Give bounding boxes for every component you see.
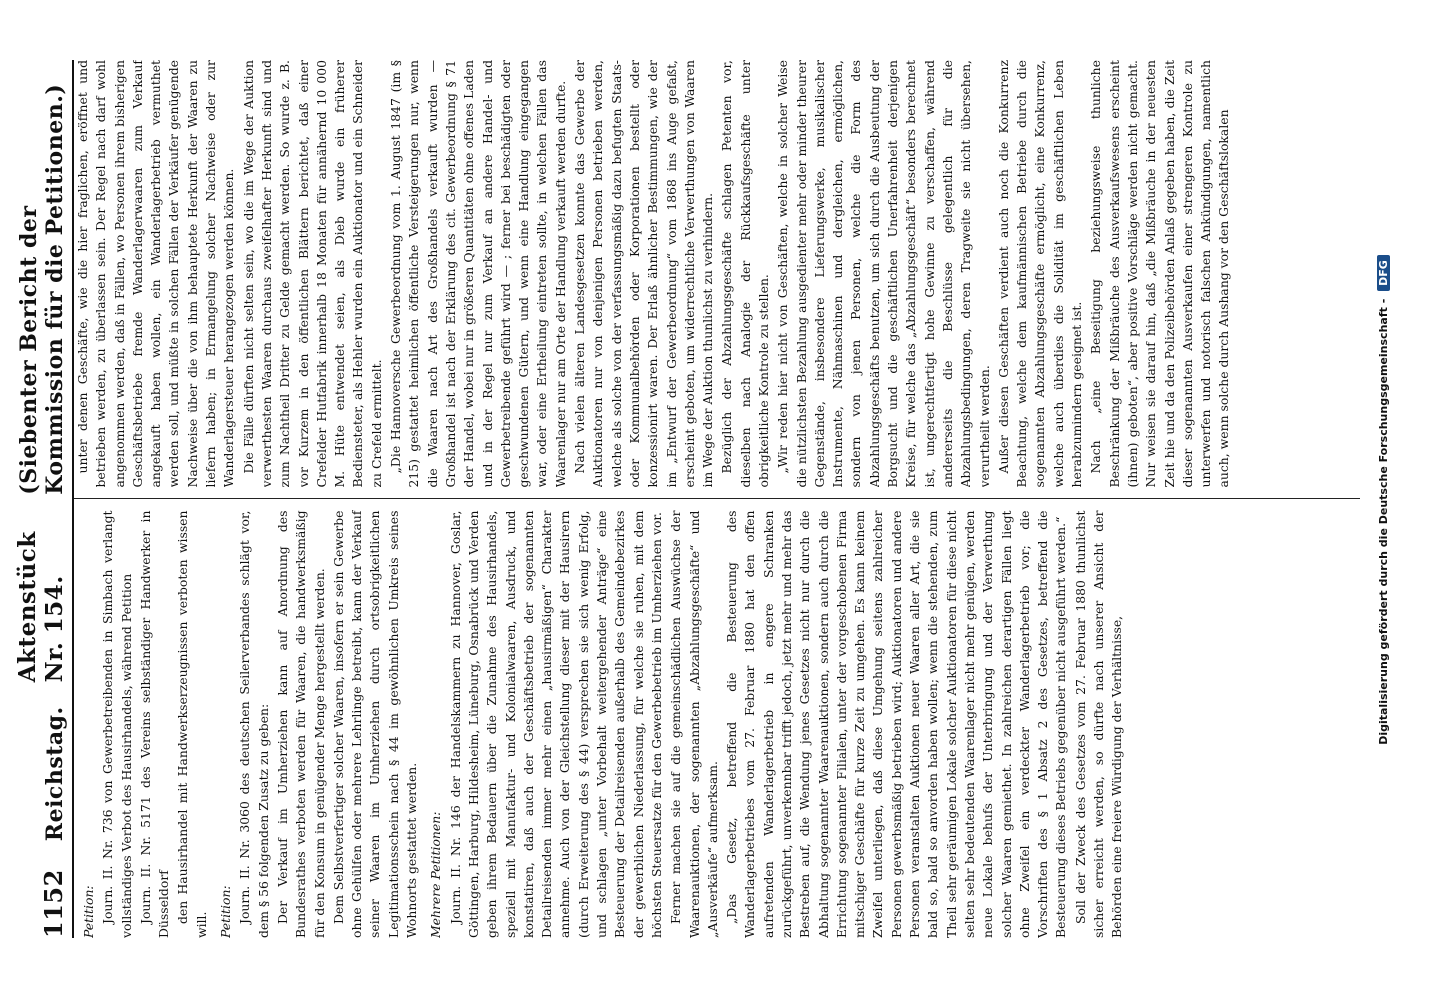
page-header <box>14 60 74 938</box>
paragraph: „Die Hannoversche Gewerbeordnung vom 1. August 1847 (im § 215) gestattet heimlichen öffentliche Versteigerungen nur, wenn die Waaren nach Art des Großhandels verkauft wurden — Großhandel ist nach der Erklärung des cit. Gewerbeordnung § 71 der Handel, wobei nur in größeren Quantitäten ohne offenes Laden und in der Regel nur zum Verkauf an andere Handel- und Gewerbetreibende geführt wird — ; ferner bei beschädigten oder geschwundenen Gütern, und wenn eine Handlung eingegangen war, oder eine Ertheilung eintreten sollte, in welchen Fällen das Waarenlager nur am Orte der Handlung verkauft werden durfte. <box>388 60 568 488</box>
column-divider <box>74 499 1360 500</box>
page-number: 1152 <box>39 869 68 938</box>
paragraph: Nach „eine Beseitigung beziehungsweise thunliche Beschränkung der Mißbräuche des Ausverkaufswesens erscheint (ihnen) geboten“, aber positive Vorschläge werden nicht gemacht. Nur weisen sie darauf hin, daß „die Mißbräuche in der neuesten Zeit hie und da den Polizeibehörden Anlaß gegeben haben, die Zeit dieser sogenannten Ausverkaufen einer strengeren Kontrole zu unterwerfen und notorisch falschen Ankündigungen, namentlich auch, wenn solche durch Aushang vor den Geschäftslokalen <box>1088 60 1232 488</box>
paragraph: Ferner machen sie auf die gemeinschädlichen Auswüchse der Waarenauktionen, der sogenannten „Abzahlungsgeschäfte“ und „Ausverkäufe“ aufmerksam. <box>668 510 720 938</box>
section-heading: Petition: <box>218 885 234 938</box>
paragraph: „Das Gesetz, betreffend die Besteuerung des Wanderlagerbetriebes vom 27. Februar 1880 hat den offen aufretenden Wanderlagerbetrieb in engere Schranken zurückgeführt, unverkennbar trifft jedoch, jetzt mehr und mehr das Bestreben auf, die Wendung jenes Gesetzes nicht nur durch die Abhaltung sogenannter Waarenauktionen, sondern auch durch die Errichtung sogenannter Filialen, unter der vorgeschobenen Firma mitschiger Geschäfte für kurze Zeit zu umgehen. Es kann keinem Zweifel unterliegen, daß diese Umgehung seitens zahlreicher Personen gewerbsmäßig betrieben wird; Auktionatoren und andere Personen veranstalten Auktionen neuer Waaren aller Art, die sie bald so, bald so anvorden haben wollen; wenn die stehenden, zum Theil sehr geräumigen Lokale solcher Auktionatoren für diese nicht selten sehr bedeutenden Waarenlager nicht mehr genügen, werden neue Lokale behufs der Unterbringung und der Verwerthung solcher Waaren gemiethet. In zahlreichen derartigen Fällen liegt ohne Zweifel ein verdeckter Wanderlagerbetrieb vor; die Vorschriften des § 1 Absatz 2 des Gesetzes, betreffend die Besteuerung dieses Betriebs gegenüber nicht ausgeführt werden.“ <box>724 510 1069 938</box>
paragraph: Journ. II. Nr. 736 von Gewerbetreibenden in Simbach verlangt vollständiges Verbot des Hausirhandels, während Petition <box>100 510 134 938</box>
dfg-logo: DFG <box>1377 255 1390 291</box>
paragraph: unter denen Geschäfte, wie die hier fraglichen, eröffnet und betrieben werden, zu überlassen sein. Der Regel nach darf wohl angenommen werden, daß in Fällen, wo Personen ihrem bisherigen Geschäftsbetriebe fremde Wanderlagerwaaren zum Verkauf angekauft haben wollen, ein Wanderlagerbetrieb vermuthet werden soll, und müßte in solchen Fällen der Verkäufer genügende Nachweise über die von ihm behauptete Herkunft der Waaren zu liefern haben; in Ermangelung solcher Nachweise oder zur Wanderlagersteuer herangezogen werden können. <box>75 60 237 488</box>
paragraph: Nach vielen älteren Landesgesetzen konnte das Gewerbe der Auktionatoren nur von denjenigen Personen betrieben werden, welche als solche von der verfassungsmäßig dazu befugten Staats- oder Kommunalbehörden oder Korporationen bestellt oder konzessionirt waren. Der Erlaß ähnlicher Bestimmungen, wie der im „Entwurf der Gewerbeordnung“ vom 1868 ins Auge gefaßt, erscheint geboten, um widerrechtliche Verwerthungen von Waaren im Wege der Auktion thunlichst zu verhindern. <box>572 60 716 488</box>
digitization-note: Digitalisierung gefördert durch die Deutsche Forschungsgemeinschaft - <box>1377 298 1390 745</box>
document-label: Aktenstück Nr. 154. <box>14 531 68 683</box>
paragraph: Journ. II. Nr. 146 der Handelskammern zu Hannover, Goslar, Göttingen, Harburg, Hildesheim, Lüneburg, Osnabrück und Verden geben ihrem Bedauern über die Zunahme des Hausirhandels, speziell mit Manufaktur- und Kolonialwaaren, Ausdruck, und konstatiren, daß auch der Geschäftsbetrieb der sogenannten Detailreisenden immer mehr einen „hausirmäßigen“ Charakter annehme. Auch von der Gleichstellung dieser mit der Hausirern (durch Erweiterung des § 44) versprechen sie sich wenig Erfolg, und schlagen „unter Vorbehalt weitergehender Anträge“ eine Besteuerung der Detailreisenden außerhalb des Gemeindebezirkes der gewerblichen Niederlassung, für welche sie ruhen, mit dem höchsten Steuersatze für den Gewerbebetrieb im Umherziehen vor. <box>447 510 664 938</box>
section-heading: Mehrere Petitionen: <box>428 811 444 938</box>
paragraph: Journ. II. Nr. 5171 des Vereins selbständiger Handwerker in Düsseldorf <box>137 510 172 938</box>
source-label: Reichstag. <box>42 706 68 842</box>
report-title: (Siebenter Bericht der Kommission für die Petitionen.) <box>16 83 68 495</box>
right-column <box>74 60 1360 488</box>
paragraph: Dem Selbstverfertiger solcher Waaren, insofern er sein Gewerbe ohne Gehülfen oder mehrere Lehrlinge betreibt, kann der Verkauf seiner Waaren im Umherziehen durch ortsobrigkeitlichen Legitimationsschein nach § 44 im gewöhnlichen Umkreis seines Wohnorts gestattet werden. <box>330 510 420 938</box>
text-columns <box>74 60 1360 938</box>
paragraph: Journ. II. Nr. 3060 des deutschen Seilerverbandes schlägt vor, dem § 56 folgenden Zusatz zu geben: <box>237 510 271 938</box>
paragraph: „Wir reden hier nicht von Geschäften, welche in solcher Weise die nützlichsten Bezahlung ausgedienter mehr oder minder theurer Gegenstände, insbesondere Lieferungswerke, musikalischer Instrumente, Nähmaschinen und dergleichen, ermöglichen, sondern von jenen Personen, welche die Form des Abzahlungsgeschäfts benutzen, um sich durch die Ausbeutung der Borgsucht und die geschäftlichen Unerfahrenheit derjenigen Kreise, für welche das „Abzahlungsgeschäft“ besonders berechnet ist, ungerechtfertigt hohe Gewinne zu verschaffen, während andererseits die Beschlüsse gelegentlich für die Abzahlungsbedingungen, deren Tragweite sie nicht übersehen, verurtheilt werden. <box>775 60 992 488</box>
paragraph: Die Fälle dürften nicht selten sein, wo die im Wege der Auktion verwerthesten Waaren durchaus zweifelhafter Herkunft sind und zum Nachtheil Dritter zu Gelde gemacht werden. So wurde z. B. vor Kurzem in den öffentlichen Blättern berichtet, daß einer Crefelder Hutfabrik innerhalb 18 Monaten für annähernd 10 000 M. Hüte entwendet seien, als Dieb wurde ein früherer Bediensteter, als Hehler wurden ein Auktionator und ein Schneider zu Crefeld ermittelt. <box>240 60 384 488</box>
left-column <box>74 511 1360 939</box>
paragraph: Bezüglich der Abzahlungsgeschäfte schlagen Petenten vor, dieselben nach Analogie der Rückkaufsgeschäfte unter obrigkeitliche Kontrole zu stellen. <box>719 60 771 488</box>
paragraph: Außer diesen Geschäften verdient auch noch die Konkurrenz Beachtung, welche dem kaufmännischen Betriebe durch die sogenannten Abzahlungsgeschäfte ermöglicht, eine Konkurrenz, welche auch überdies die Solidität im geschäftlichen Leben herabzumindern geeignet ist. <box>995 60 1085 488</box>
section-heading: Petition: <box>81 885 96 938</box>
paragraph: den Hausirhandel mit Handwerkserzeugnissen verboten wissen will. <box>175 510 209 938</box>
digitization-footer <box>1377 0 1390 1000</box>
paragraph: Soll der Zweck des Gesetzes vom 27. Februar 1880 thunlichst sicher erreicht werden, so dürfte nach unserer Ansicht der Behörden eine freiere Würdigung der Verhältnisse, <box>1072 510 1125 938</box>
paragraph: Der Verkauf im Umherziehen kann auf Anordnung des Bundesrathes verboten werden für Waaren, die handwerksmäßig für den Konsum in genügender Menge hergestellt werden. <box>274 510 327 938</box>
